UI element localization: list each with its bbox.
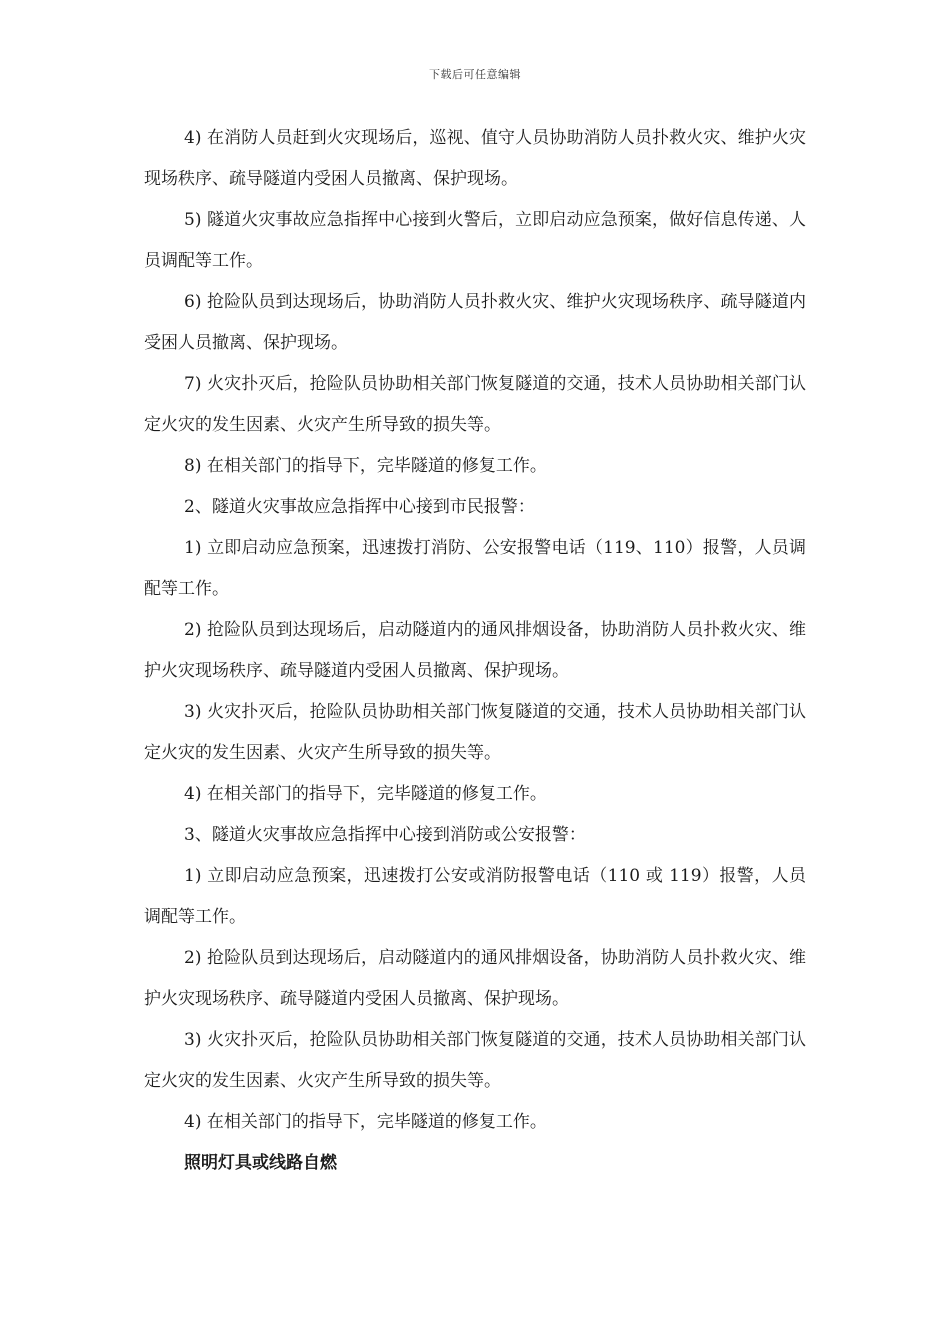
paragraph: 1) 立即启动应急预案，迅速拨打消防、公安报警电话（119、110）报警，人员调配等工作。 <box>144 538 806 599</box>
paragraph: 1) 立即启动应急预案，迅速拨打公安或消防报警电话（110 或 119）报警，人员调配等工作。 <box>144 866 806 927</box>
paragraph: 2) 抢险队员到达现场后，启动隧道内的通风排烟设备，协助消防人员扑救火灾、维护火灾现场秩序、疏导隧道内受困人员撤离、保护现场。 <box>144 948 806 1009</box>
section-heading: 照明灯具或线路自燃 <box>184 1153 337 1173</box>
paragraph: 2) 抢险队员到达现场后，启动隧道内的通风排烟设备，协助消防人员扑救火灾、维护火灾现场秩序、疏导隧道内受困人员撤离、保护现场。 <box>144 620 806 681</box>
paragraph: 4) 在相关部门的指导下，完毕隧道的修复工作。 <box>184 1112 547 1132</box>
paragraph: 3) 火灾扑灭后，抢险队员协助相关部门恢复隧道的交通，技术人员协助相关部门认定火灾的发生因素、火灾产生所导致的损失等。 <box>144 1030 806 1091</box>
paragraph: 6) 抢险队员到达现场后，协助消防人员扑救火灾、维护火灾现场秩序、疏导隧道内受困人员撤离、保护现场。 <box>144 292 806 353</box>
paragraph: 4) 在相关部门的指导下，完毕隧道的修复工作。 <box>184 784 547 804</box>
paragraph: 8) 在相关部门的指导下，完毕隧道的修复工作。 <box>184 456 547 476</box>
document-body <box>144 118 806 1184</box>
paragraph: 3) 火灾扑灭后，抢险队员协助相关部门恢复隧道的交通，技术人员协助相关部门认定火灾的发生因素、火灾产生所导致的损失等。 <box>144 702 806 763</box>
subsection-heading: 2、隧道火灾事故应急指挥中心接到市民报警： <box>184 497 535 517</box>
paragraph: 5) 隧道火灾事故应急指挥中心接到火警后，立即启动应急预案，做好信息传递、人员调配等工作。 <box>144 210 806 271</box>
paragraph: 4) 在消防人员赶到火灾现场后，巡视、值守人员协助消防人员扑救火灾、维护火灾现场秩序、疏导隧道内受困人员撤离、保护现场。 <box>144 128 806 189</box>
subsection-heading: 3、隧道火灾事故应急指挥中心接到消防或公安报警： <box>184 825 586 845</box>
paragraph: 7) 火灾扑灭后，抢险队员协助相关部门恢复隧道的交通，技术人员协助相关部门认定火灾的发生因素、火灾产生所导致的损失等。 <box>144 374 806 435</box>
page-header: 下载后可任意编辑 <box>429 68 521 81</box>
